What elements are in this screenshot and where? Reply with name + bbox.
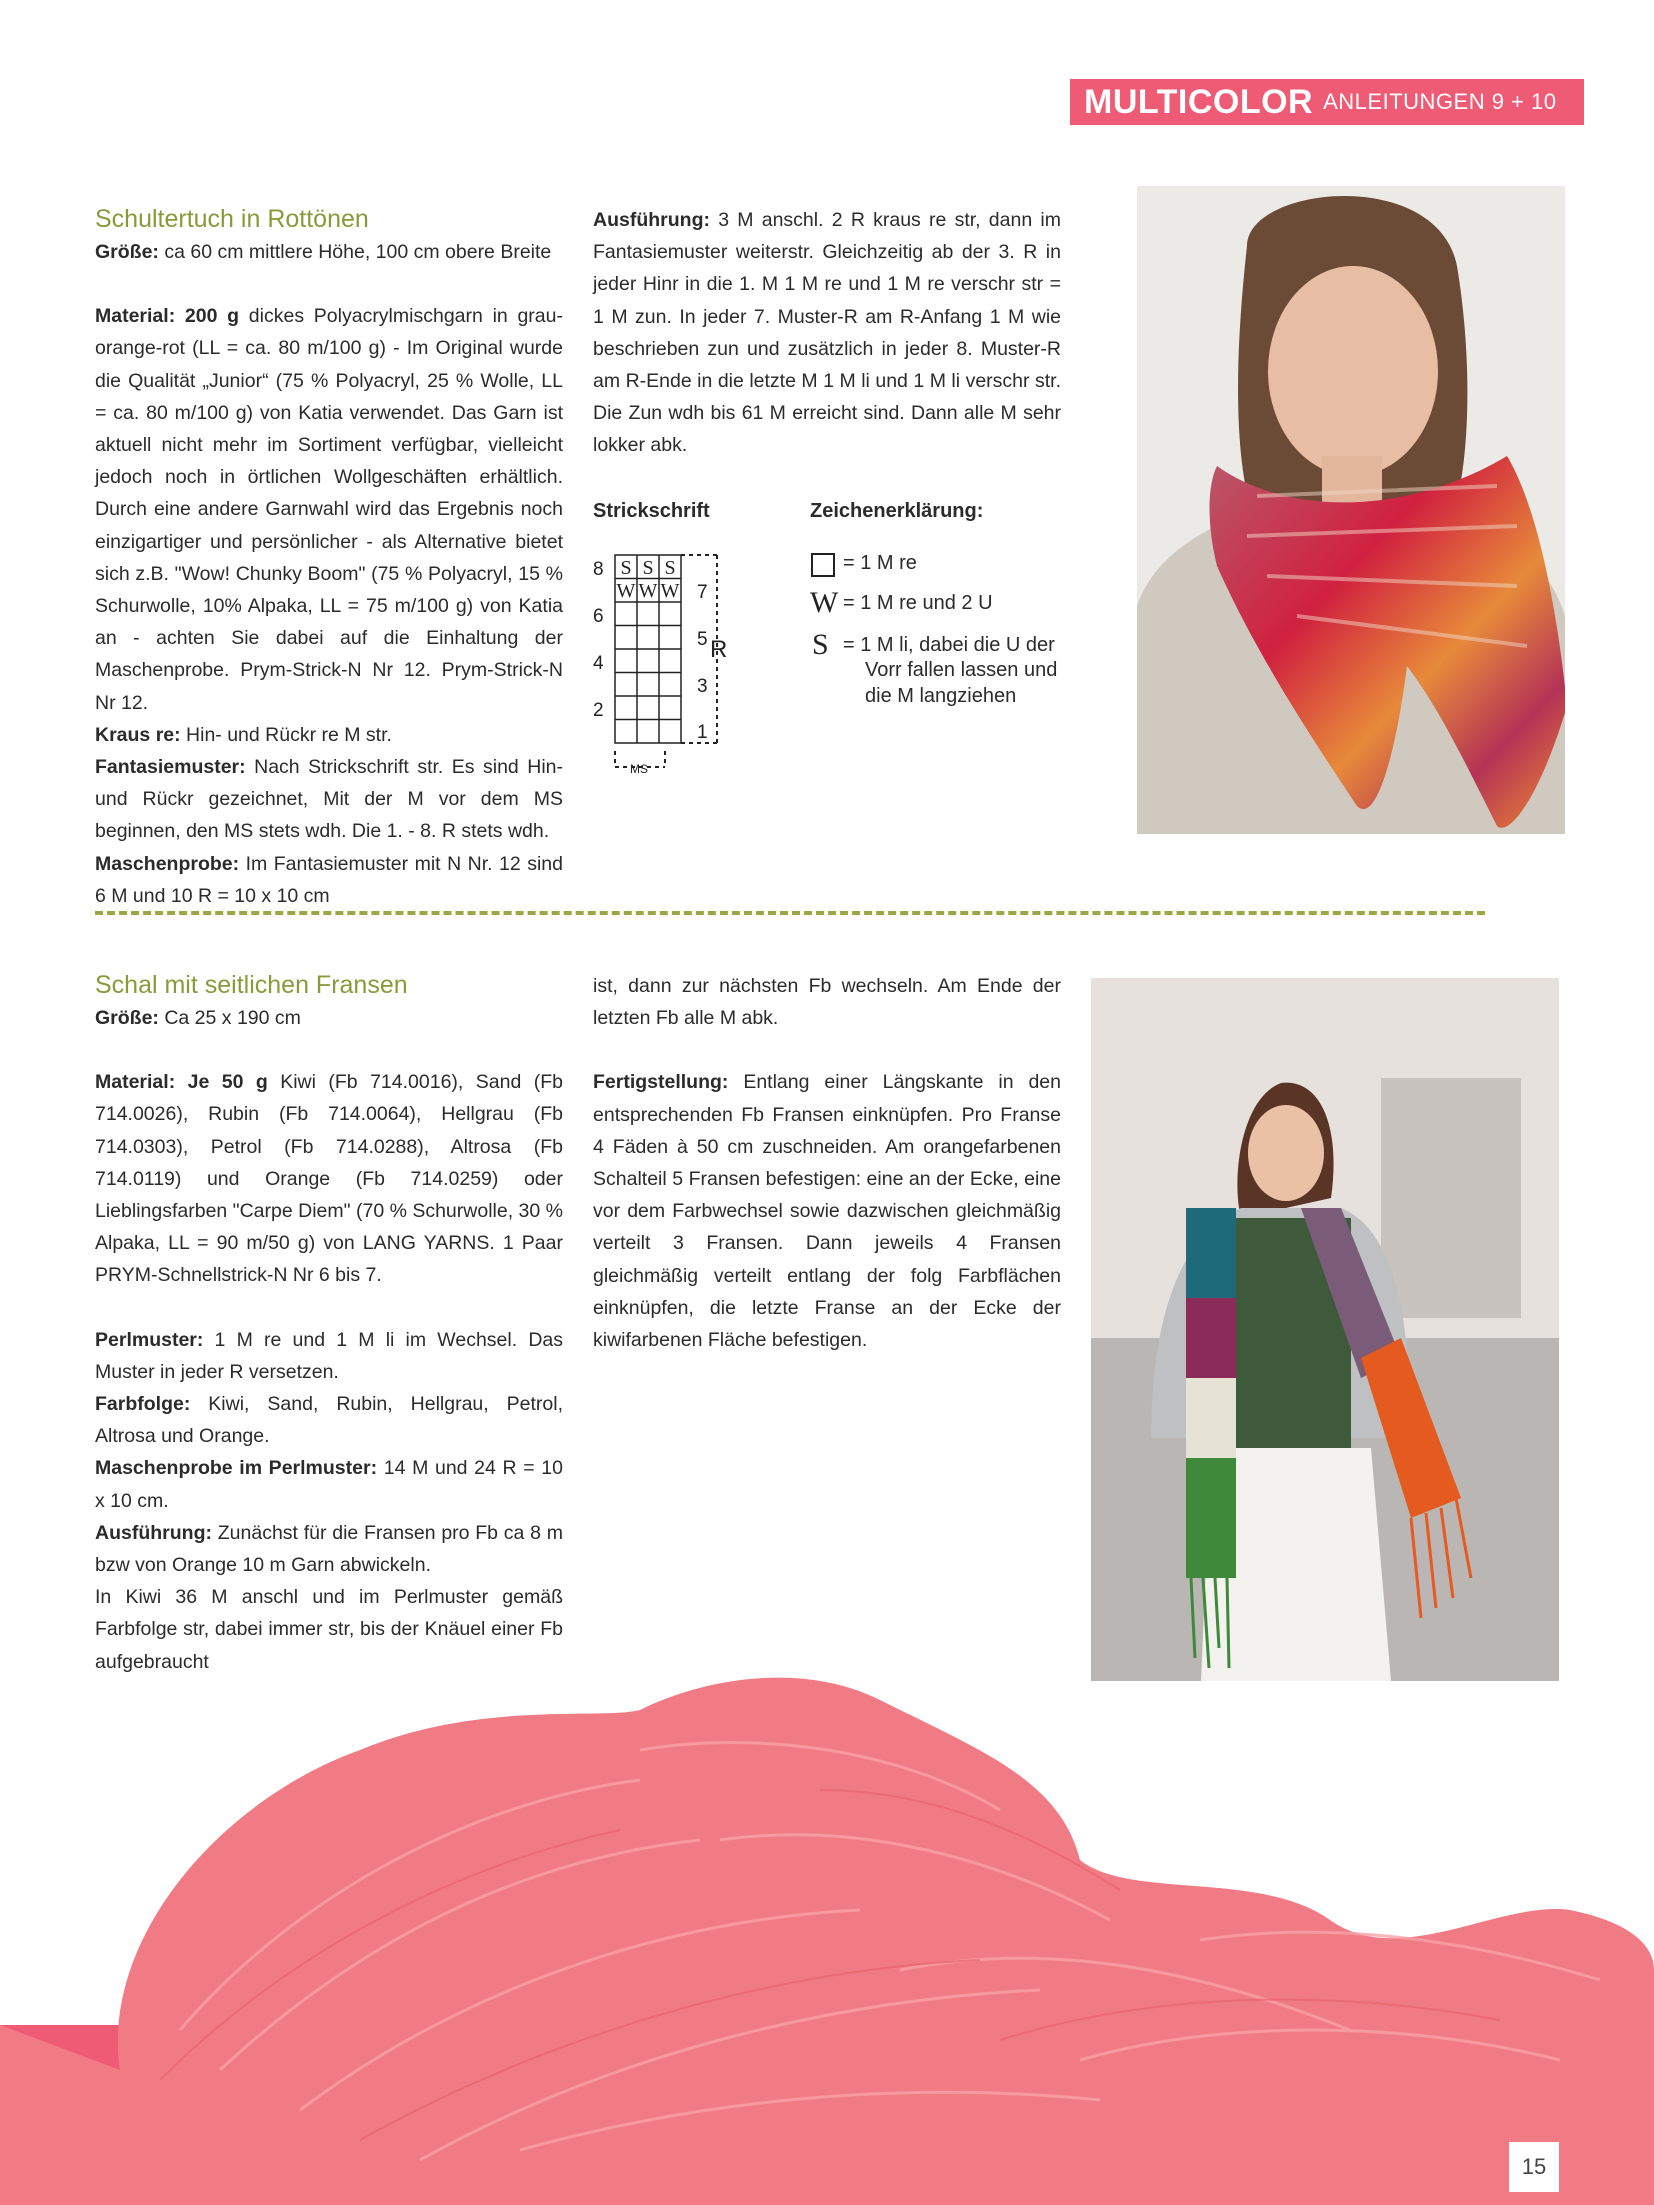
chart-row-number: 4: [593, 653, 604, 674]
chart-row-number: 5: [697, 629, 708, 650]
chart-row-number: 2: [593, 700, 604, 721]
section2-farbfolge: Farbfolge: Kiwi, Sand, Rubin, Hellgrau, Petrol, Altrosa und Orange.: [95, 1393, 563, 1448]
section2-size: Größe: Ca 25 x 190 cm: [95, 1007, 301, 1029]
section-divider: [95, 911, 1485, 915]
photo-shawl: [1137, 186, 1565, 834]
section1-material: Material: 200 g dickes Polyacrylmischgarn in grau-orange-rot (LL = ca. 80 m/100 g) - Im Original wurde die Qualität „Junior“ (75 % Polyacryl, 25 % Wolle, LL = ca. 80 m/100 g) von Katia verwendet. Das Garn ist aktuell nicht mehr im Sortiment verfügbar, vielleicht jedoch noch in örtlichen Wollgeschäften erhältlich. Durch eine andere Garnwahl wird das Ergebnis noch einzigartiger und persönlicher - als Alternative bietet sich z.B. "Wow! Chunky Boom" (75 % Polyacryl, 15 % Schurwolle, 10% Alpaka, LL = 75 m/100 g) von Katia an - achten Sie dabei auf die Einhaltung der Maschenprobe. Prym-Strick-N Nr 12. Prym-Strick-N Nr 12.: [95, 305, 563, 714]
chart-symbol-w: W: [660, 580, 680, 602]
section2-finishing: Fertigstellung: Entlang einer Längskante in den entsprechenden Fb Fransen einknüpfen. Pro Franse 4 Fäden à 50 cm zuschneiden. Am orangefarbenen Schalteil 5 Fransen befestigen: eine an der Ecke, eine vor dem Farbwechsel sowie dazwischen gleichmäßig verteilt 3 Fransen. Dann jeweils 4 Fransen gleichmäßig verteilt entlang der folg Farbflächen einknüpfen, die letzte Franse an der Ecke der kiwifarbenen Fläche befestigen.: [593, 1071, 1061, 1352]
section1-gauge: Maschenprobe: Im Fantasiemuster mit N Nr. 12 sind 6 M und 10 R = 10 x 10 cm: [95, 852, 563, 907]
chart-row-number: 1: [697, 722, 708, 743]
section2-instructions-end: ist, dann zur nächsten Fb wechseln. Am Ende der letzten Fb alle M abk.: [593, 975, 1061, 1030]
photo-scarf: [1091, 978, 1559, 1681]
legend-item: = 1 M re und 2 U: [843, 592, 993, 614]
legend-title: Zeichenerklärung:: [810, 500, 984, 522]
section2-column1: [95, 968, 563, 1678]
section1-column1: [95, 202, 563, 912]
legend-item: = 1 M li, dabei die U der: [843, 634, 1055, 656]
header-subtitle: ANLEITUNGEN 9 + 10: [1323, 89, 1557, 114]
chart-symbol-s: S: [664, 557, 676, 579]
chart-title: Strickschrift: [593, 500, 710, 522]
chart-row-number: 8: [593, 559, 604, 580]
yarn-skeins-image: [0, 1640, 1654, 2205]
chart-row-number: 7: [697, 582, 708, 603]
chart-symbol-w: W: [616, 580, 636, 602]
section2-instructions: Ausführung: Zunächst für die Fransen pro Fb ca 8 m bzw von Orange 10 m Garn abwickeln.: [95, 1521, 563, 1577]
page-number: 15: [1509, 2142, 1559, 2192]
section2-perl: Perlmuster: 1 M re und 1 M li im Wechsel. Das Muster in jeder R versetzen.: [95, 1328, 563, 1383]
chart-symbol-s: S: [620, 557, 632, 579]
section-header: [1070, 79, 1584, 125]
knitting-chart: [585, 545, 735, 775]
chart-symbol-s: S: [642, 557, 654, 579]
chart-row-number: 6: [593, 606, 604, 627]
section2-column2: [593, 970, 1061, 1356]
chart-rows-label: R: [710, 636, 728, 663]
chart-symbol-w: W: [638, 580, 658, 602]
section2-material: Material: Je 50 g Kiwi (Fb 714.0016), Sand (Fb 714.0026), Rubin (Fb 714.0064), Hellgrau (Fb 714.0303), Petrol (Fb 714.0288), Altrosa (Fb 714.0119) und Orange (Fb 714.0259) oder Lieblingsfarben "Carpe Diem" (70 % Schurwolle, 30 % Alpaka, LL = 90 m/50 g) von LANG YARNS. 1 Paar PRYM-Schnellstrick-N Nr 6 bis 7.: [95, 1071, 563, 1287]
chart-ms-label: MS: [630, 762, 648, 775]
legend-item: = 1 M re: [843, 552, 917, 574]
legend-s-symbol: S: [812, 628, 829, 661]
section1-fantasie: Fantasiemuster: Nach Strickschrift str. Es sind Hin- und Rückr gezeichnet, Mit der M vor dem MS beginnen, den MS stets wdh. Die 1. - 8. R stets wdh.: [95, 756, 563, 843]
legend-w-symbol: W: [810, 586, 839, 619]
header-title: MULTICOLOR: [1084, 82, 1314, 121]
legend-item-line3: die M langziehen: [865, 685, 1017, 707]
section2-instructions-cont: In Kiwi 36 M anschl und im Perlmuster gemäß Farbfolge str, dabei immer str, bis der Knäuel einer Fb aufgebraucht: [95, 1586, 563, 1673]
section1-title: Schultertuch in Rottönen: [95, 205, 369, 233]
legend-box-symbol: [811, 553, 835, 577]
legend-item-line2: Vorr fallen lassen und: [865, 659, 1058, 681]
chart-row-number: 3: [697, 676, 708, 697]
section1-instructions: Ausführung: 3 M anschl. 2 R kraus re str, dann im Fantasiemuster weiterstr. Gleichzeitig ab der 3. R in jeder Hinr in die 1. M 1 M re und 1 M re verschr str = 1 M zun. In jeder 7. Muster-R am R-Anfang 1 M wie beschrieben zun und zusätzlich in jeder 8. Muster-R am R-Ende in die letzte M 1 M li und 1 M li verschr str. Die Zun wdh bis 61 M erreicht sind. Dann alle M sehr lokker abk.: [593, 209, 1061, 457]
section2-gauge: Maschenprobe im Perlmuster: 14 M und 24 R = 10 x 10 cm.: [95, 1457, 563, 1512]
section1-kraus: Kraus re: Hin- und Rückr re M str.: [95, 723, 392, 746]
section1-size: Größe: ca 60 cm mittlere Höhe, 100 cm obere Breite: [95, 241, 552, 263]
section1-column2: [593, 204, 1061, 462]
section2-title: Schal mit seitlichen Fransen: [95, 971, 408, 999]
